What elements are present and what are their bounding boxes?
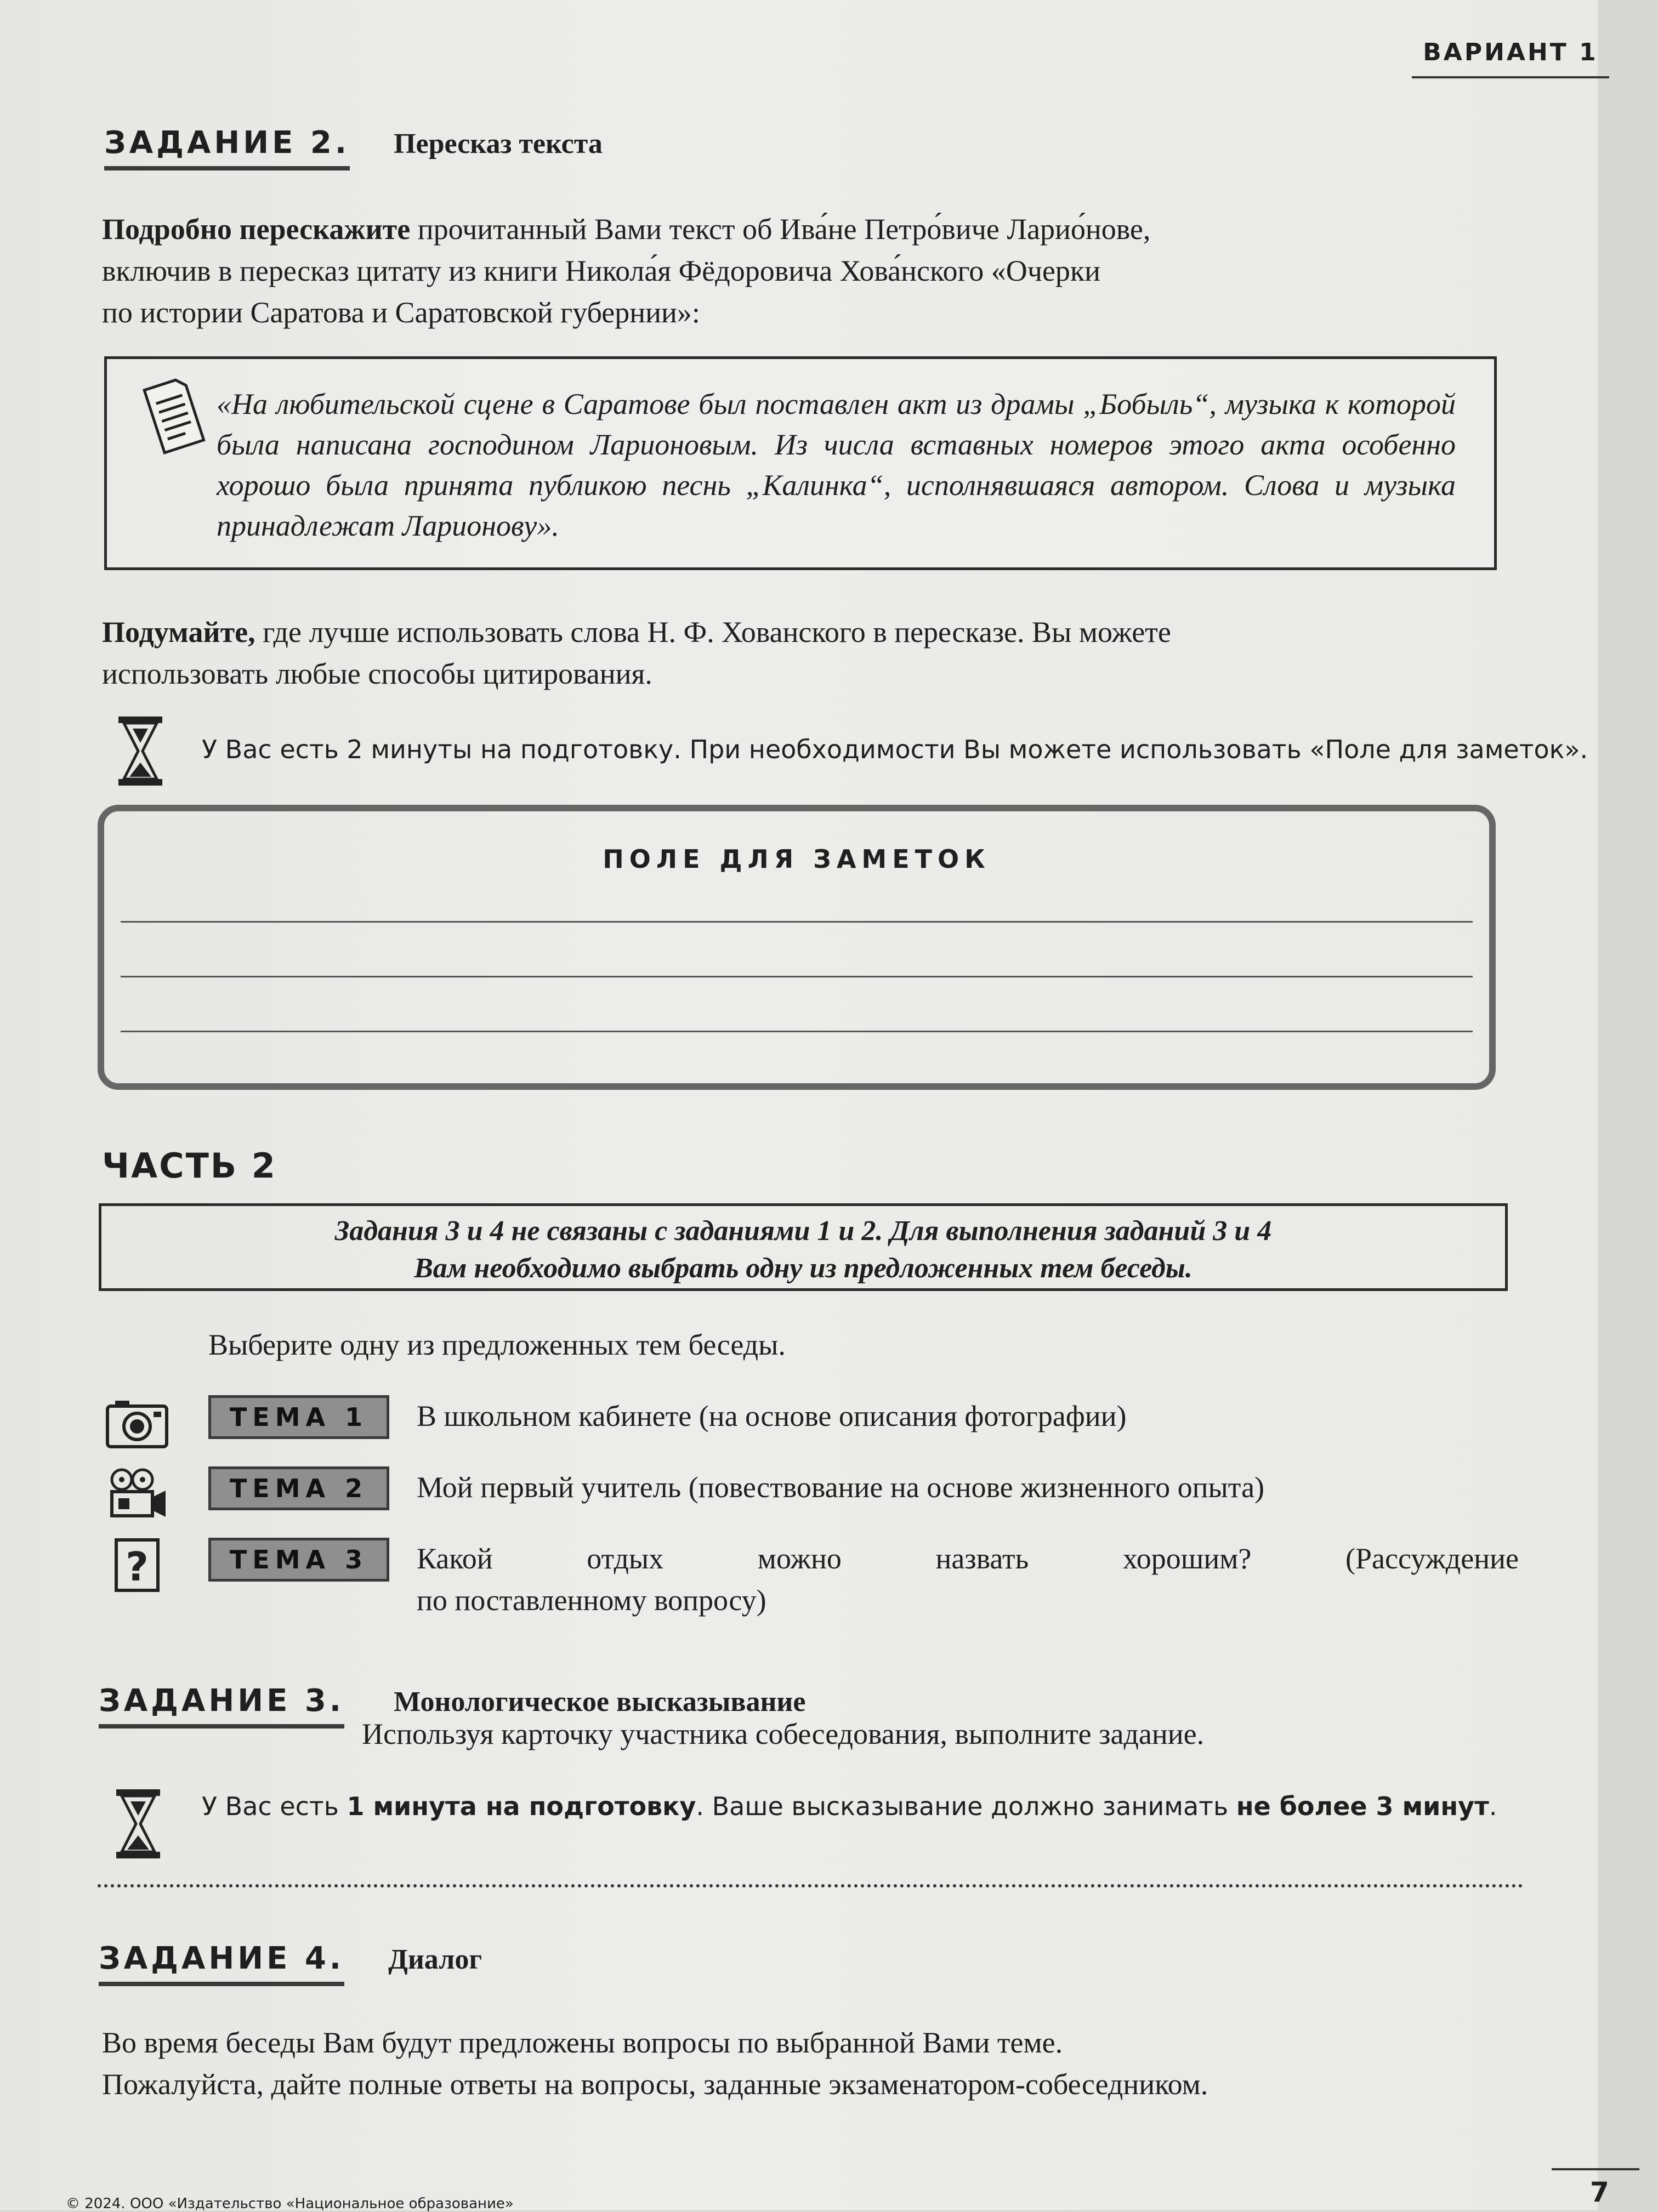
task3-timer-hint	[202, 1792, 1497, 1821]
page-number: 7	[1590, 2176, 1609, 2208]
camera-icon	[104, 1395, 170, 1450]
svg-text:?: ?	[126, 1544, 149, 1590]
hourglass-icon	[116, 715, 164, 787]
note-line	[121, 921, 1473, 923]
topic-badge-1: ТЕМА 1	[208, 1395, 389, 1439]
note-line	[121, 1031, 1473, 1032]
choose-topic-text: Выберите одну из предложенных тем беседы.	[208, 1328, 786, 1361]
topic-row-2[interactable]	[104, 1466, 1264, 1521]
task3-hint-bold1: 1 минута на подготовку	[347, 1792, 696, 1821]
topic-text-3-line1: Какой отдых можно назвать хорошим? (Рассуждение	[417, 1542, 1519, 1575]
topic-text-2: Мой первый учитель (повествование на основе жизненного опыта)	[417, 1471, 1265, 1504]
task3-hint-mid: . Ваше высказывание должно занимать	[696, 1792, 1236, 1821]
part2-info-box	[99, 1203, 1508, 1291]
question-icon	[104, 1538, 170, 1593]
info-line2: Вам необходимо выбрать одну из предложенных тем беседы.	[414, 1253, 1193, 1284]
task3-title: Монологическое высказывание	[394, 1686, 806, 1718]
topic-text-3-line2: по поставленному вопросу)	[417, 1584, 766, 1617]
topic-badge-3: ТЕМА 3	[208, 1538, 389, 1582]
task3-label: ЗАДАНИЕ 3.	[99, 1683, 344, 1728]
think-bold: Подумайте,	[102, 616, 255, 649]
instruction-line3: по истории Саратова и Саратовской губернии»:	[102, 296, 700, 329]
task4-heading	[99, 1941, 482, 1986]
part2-title: ЧАСТЬ 2	[102, 1146, 277, 1186]
topic-text-3	[417, 1538, 1519, 1621]
film-camera-icon	[104, 1466, 170, 1521]
quote-box	[104, 356, 1497, 570]
task4-label: ЗАДАНИЕ 4.	[99, 1941, 344, 1986]
topic-row-1[interactable]	[104, 1395, 1126, 1450]
variant-label: ВАРИАНТ 1	[1412, 38, 1609, 78]
note-line	[121, 976, 1473, 977]
instruction-line2: включив в пересказ цитату из книги Никола́я Фёдоровича Хова́нского «Очерки	[102, 254, 1101, 287]
task3-hint-end: .	[1489, 1792, 1497, 1821]
instruction-bold: Подробно перескажите	[102, 213, 411, 246]
task2-heading	[104, 125, 603, 170]
task2-label: ЗАДАНИЕ 2.	[104, 125, 350, 170]
task4-text	[102, 2022, 1208, 2105]
task2-instruction	[102, 208, 1506, 333]
topic-row-3[interactable]	[104, 1538, 1519, 1621]
task4-title: Диалог	[388, 1944, 482, 1975]
instruction-line1: прочитанный Вами текст об Ива́не Петро́виче Ларио́нове,	[410, 213, 1151, 246]
task3-hint-pre: У Вас есть	[202, 1792, 347, 1821]
task2-think	[102, 611, 1506, 695]
task3-hint-bold2: не более 3 минут	[1236, 1792, 1489, 1821]
task3-instruction: Используя карточку участника собеседования, выполните задание.	[362, 1718, 1205, 1750]
quote-text: «На любительской сцене в Саратове был поставлен акт из драмы „Бобыль“, музыка к которой была написана господином Ларионовым. Из числа вставных номеров этого акта особенно хорошо была принята публикою песнь „Калинка“, исполнявшаяся автором. Слова и музыка принадлежат Ларионову».	[217, 388, 1456, 542]
hourglass-icon	[114, 1788, 162, 1860]
topic-badge-2: ТЕМА 2	[208, 1466, 389, 1510]
page-number-rule	[1552, 2168, 1639, 2170]
think-line2: использовать любые способы цитирования.	[102, 657, 652, 690]
info-line1: Задания 3 и 4 не связаны с заданиями 1 и 2. Для выполнения заданий 3 и 4	[334, 1215, 1272, 1247]
footer-copyright: © 2024. ООО «Издательство «Национальное образование»	[66, 2196, 514, 2212]
task4-line1: Во время беседы Вам будут предложены вопросы по выбранной Вами теме.	[102, 2026, 1063, 2059]
task2-timer-hint: У Вас есть 2 минуты на подготовку. При необходимости Вы можете использовать «Поле для заметок».	[202, 735, 1588, 764]
notes-field-title: ПОЛЕ ДЛЯ ЗАМЕТОК	[603, 844, 991, 874]
task2-title: Пересказ текста	[394, 128, 603, 160]
topic-text-1: В школьном кабинете (на основе описания фотографии)	[417, 1400, 1127, 1432]
think-line1: где лучше использовать слова Н. Ф. Хованского в пересказе. Вы можете	[255, 616, 1171, 649]
task4-line2: Пожалуйста, дайте полные ответы на вопросы, заданные экзаменатором-собеседником.	[102, 2068, 1208, 2101]
notes-field[interactable]	[98, 805, 1496, 1090]
document-icon	[140, 374, 206, 457]
dotted-separator	[98, 1884, 1523, 1887]
